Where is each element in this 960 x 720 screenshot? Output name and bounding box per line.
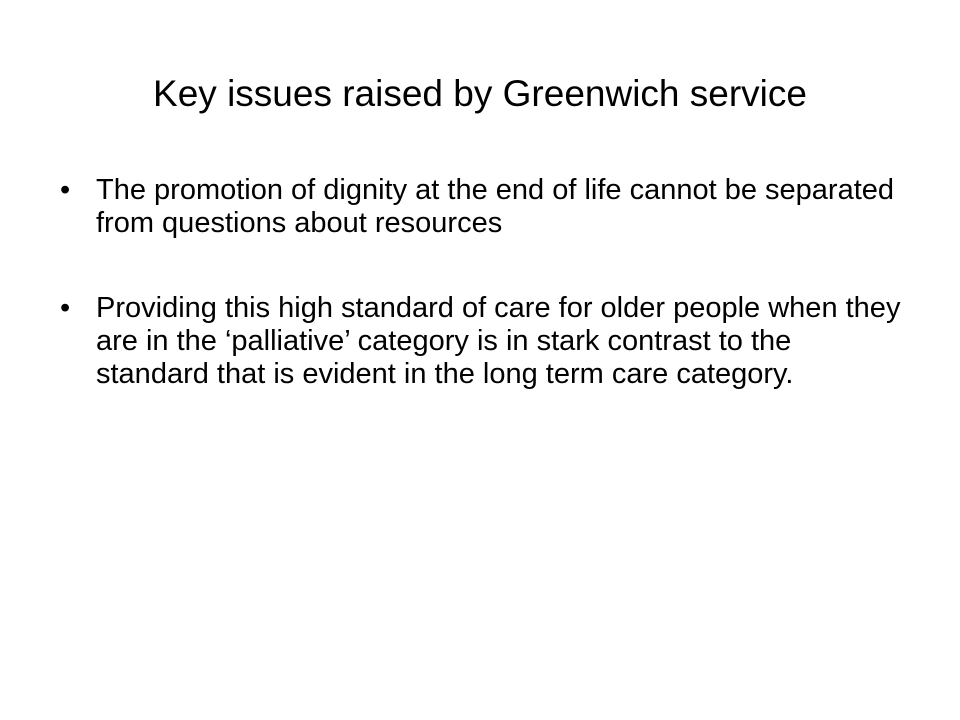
bullet-text: The promotion of dignity at the end of life cannot be separated from questions about resources: [96, 174, 895, 239]
bullet-item: [60, 174, 910, 240]
bullet-icon: •: [60, 174, 71, 206]
bullet-list: [60, 174, 910, 443]
bullet-text: Providing this high standard of care for older people when they are in the ‘palliative’ category is in stark contrast to the standard that is evident in the long term care category.: [96, 292, 901, 390]
bullet-icon: •: [60, 292, 71, 324]
slide-title: Key issues raised by Greenwich service: [153, 73, 807, 114]
bullet-item: [60, 292, 910, 391]
